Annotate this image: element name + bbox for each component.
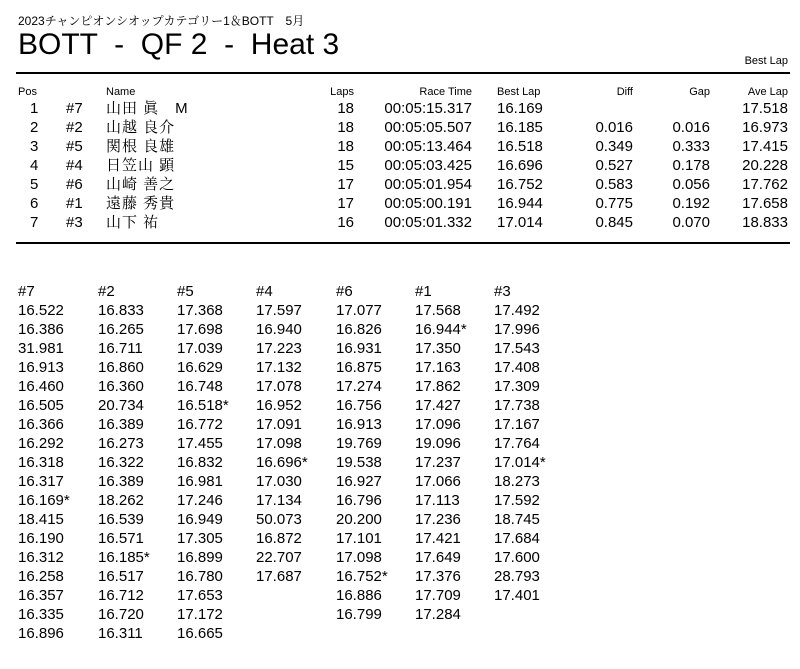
lap-time: 19.538: [336, 454, 382, 471]
lap-time: 18.273: [494, 473, 540, 490]
result-ave-lap: 18.833: [742, 214, 788, 231]
result-row: [0, 156, 800, 175]
result-gap: 0.192: [672, 195, 710, 212]
lap-column-kart: #1: [415, 283, 432, 300]
result-name: 遠藤 秀貴: [106, 195, 176, 212]
lap-time: 16.833: [98, 302, 144, 319]
lap-time: 17.098: [336, 549, 382, 566]
result-laps: 17: [337, 176, 354, 193]
lap-time: 16.317: [18, 473, 64, 490]
lap-time: 18.415: [18, 511, 64, 528]
lap-time: 17.492: [494, 302, 540, 319]
result-diff: 0.845: [595, 214, 633, 231]
lap-time: 16.190: [18, 530, 64, 547]
lap-time: 16.335: [18, 606, 64, 623]
lap-time: 17.568: [415, 302, 461, 319]
lap-time: 16.981: [177, 473, 223, 490]
lap-time: 16.860: [98, 359, 144, 376]
results-header-row: [0, 86, 800, 99]
lap-time: 16.799: [336, 606, 382, 623]
lap-time: 17.014*: [494, 454, 546, 471]
lap-time: 17.039: [177, 340, 223, 357]
result-name: 山田 眞 M: [106, 100, 189, 117]
lap-time: 17.132: [256, 359, 302, 376]
lap-time: 16.169*: [18, 492, 70, 509]
lap-time: 16.571: [98, 530, 144, 547]
lap-time: 16.940: [256, 321, 302, 338]
lap-time: 17.030: [256, 473, 302, 490]
lap-column-kart: #6: [336, 283, 353, 300]
lap-time: 16.265: [98, 321, 144, 338]
lap-time: 17.246: [177, 492, 223, 509]
results-body: [0, 99, 800, 232]
lap-time: 16.949: [177, 511, 223, 528]
result-name: 山下 祐: [106, 214, 160, 231]
lap-time: 17.592: [494, 492, 540, 509]
lap-time: 16.389: [98, 416, 144, 433]
result-gap: 0.016: [672, 119, 710, 136]
result-diff: 0.775: [595, 195, 633, 212]
result-diff: 0.016: [595, 119, 633, 136]
result-ave-lap: 20.228: [742, 157, 788, 174]
result-race-time: 00:05:01.332: [384, 214, 472, 231]
result-diff: 0.349: [595, 138, 633, 155]
result-diff: 0.583: [595, 176, 633, 193]
lap-time: 17.738: [494, 397, 540, 414]
lap-column: [256, 282, 336, 586]
lap-time: 17.709: [415, 587, 461, 604]
result-best-lap: 16.169: [497, 100, 543, 117]
lap-time: 17.077: [336, 302, 382, 319]
result-laps: 17: [337, 195, 354, 212]
col-ave-lap-header: Ave Lap: [747, 86, 788, 98]
lap-time: 16.896: [18, 625, 64, 642]
lap-time: 16.389: [98, 473, 144, 490]
result-pos: 6: [30, 195, 39, 212]
result-gap: 0.178: [672, 157, 710, 174]
result-race-time: 00:05:13.464: [384, 138, 472, 155]
lap-column: [494, 282, 574, 605]
result-name: 山崎 善之: [106, 176, 176, 193]
lap-time: 17.376: [415, 568, 461, 585]
lap-time: 16.665: [177, 625, 223, 642]
lap-time: 16.696*: [256, 454, 308, 471]
lap-time: 18.745: [494, 511, 540, 528]
lap-time: 16.258: [18, 568, 64, 585]
lap-time: 17.098: [256, 435, 302, 452]
result-best-lap: 16.752: [497, 176, 543, 193]
lap-time: 17.698: [177, 321, 223, 338]
lap-time: 16.522: [18, 302, 64, 319]
result-race-time: 00:05:15.317: [384, 100, 472, 117]
lap-column: [336, 282, 416, 624]
lap-time: 16.748: [177, 378, 223, 395]
lap-time: 17.172: [177, 606, 223, 623]
lap-time: 16.386: [18, 321, 64, 338]
lap-time: 17.543: [494, 340, 540, 357]
result-row: [0, 99, 800, 118]
col-diff-header: Diff: [616, 86, 633, 98]
col-pos-header: Pos: [18, 86, 37, 98]
result-race-time: 00:05:00.191: [384, 195, 472, 212]
result-best-lap: 16.944: [497, 195, 543, 212]
result-race-time: 00:05:05.507: [384, 119, 472, 136]
results-bottom-rule: [16, 242, 790, 244]
result-best-lap: 17.014: [497, 214, 543, 231]
lap-time: 20.734: [98, 397, 144, 414]
lap-time: 17.223: [256, 340, 302, 357]
lap-time: 17.309: [494, 378, 540, 395]
result-ave-lap: 16.973: [742, 119, 788, 136]
result-no: #3: [66, 214, 83, 231]
result-no: #6: [66, 176, 83, 193]
lap-time: 50.073: [256, 511, 302, 528]
lap-time: 18.262: [98, 492, 144, 509]
lap-time: 17.368: [177, 302, 223, 319]
lap-column: [415, 282, 495, 624]
lap-time: 16.931: [336, 340, 382, 357]
result-diff: 0.527: [595, 157, 633, 174]
lap-time: 17.401: [494, 587, 540, 604]
lap-time: 17.649: [415, 549, 461, 566]
lap-time: 16.311: [98, 625, 143, 642]
col-best-lap-header: Best Lap: [497, 86, 541, 98]
lap-column-kart: #7: [18, 283, 35, 300]
lap-time: 16.832: [177, 454, 223, 471]
lap-time: 17.167: [494, 416, 540, 433]
lap-time: 19.769: [336, 435, 382, 452]
result-name: 関根 良雄: [106, 138, 176, 155]
lap-column: [18, 282, 98, 643]
result-no: #4: [66, 157, 83, 174]
lap-time: 17.236: [415, 511, 461, 528]
result-best-lap: 16.185: [497, 119, 543, 136]
lap-time: 16.711: [98, 340, 143, 357]
lap-time: 17.101: [336, 530, 382, 547]
lap-time: 22.707: [256, 549, 302, 566]
lap-time: 16.927: [336, 473, 382, 490]
lap-time: 16.539: [98, 511, 144, 528]
result-pos: 2: [30, 119, 39, 136]
lap-time: 16.720: [98, 606, 144, 623]
lap-time: 16.273: [98, 435, 144, 452]
result-no: #2: [66, 119, 83, 136]
result-row: [0, 118, 800, 137]
lap-time: 28.793: [494, 568, 540, 585]
lap-time: 17.455: [177, 435, 223, 452]
lap-time: 17.350: [415, 340, 461, 357]
lap-time: 16.913: [336, 416, 382, 433]
result-no: #1: [66, 195, 83, 212]
lap-time: 16.796: [336, 492, 382, 509]
lap-time: 17.163: [415, 359, 461, 376]
result-laps: 18: [337, 119, 354, 136]
result-laps: 15: [337, 157, 354, 174]
lap-time: 16.780: [177, 568, 223, 585]
lap-time: 17.274: [336, 378, 382, 395]
lap-time: 16.292: [18, 435, 64, 452]
result-name: 山越 良介: [106, 119, 176, 136]
result-race-time: 00:05:01.954: [384, 176, 472, 193]
lap-time: 16.756: [336, 397, 382, 414]
result-ave-lap: 17.415: [742, 138, 788, 155]
lap-time: 17.284: [415, 606, 461, 623]
result-row: [0, 213, 800, 232]
result-ave-lap: 17.762: [742, 176, 788, 193]
lap-time: 16.517: [98, 568, 144, 585]
result-no: #7: [66, 100, 83, 117]
lap-time: 16.318: [18, 454, 64, 471]
lap-time: 17.237: [415, 454, 461, 471]
lap-time: 16.629: [177, 359, 223, 376]
lap-time: 16.772: [177, 416, 223, 433]
lap-time: 16.460: [18, 378, 64, 395]
lap-time: 17.113: [415, 492, 460, 509]
lap-time: 16.899: [177, 549, 223, 566]
lap-time: 17.653: [177, 587, 223, 604]
results-top-rule: [16, 72, 790, 74]
lap-time: 16.185*: [98, 549, 150, 566]
lap-time: 17.862: [415, 378, 461, 395]
lap-time: 16.366: [18, 416, 64, 433]
lap-time: 17.597: [256, 302, 302, 319]
lap-time: 17.091: [256, 416, 302, 433]
lap-time: 16.518*: [177, 397, 229, 414]
result-gap: 0.056: [672, 176, 710, 193]
lap-time: 17.600: [494, 549, 540, 566]
event-subtitle: 2023チャンピオンシオップカテゴリー1＆BOTT 5月: [18, 14, 305, 28]
lap-time: 16.875: [336, 359, 382, 376]
lap-column: [177, 282, 257, 643]
page-title: BOTT - QF 2 - Heat 3: [18, 28, 340, 61]
result-laps: 16: [337, 214, 354, 231]
result-pos: 5: [30, 176, 39, 193]
result-gap: 0.333: [672, 138, 710, 155]
lap-time: 31.981: [18, 340, 64, 357]
lap-time: 17.996: [494, 321, 540, 338]
lap-time: 16.886: [336, 587, 382, 604]
lap-time: 17.078: [256, 378, 302, 395]
result-laps: 18: [337, 100, 354, 117]
lap-time: 17.096: [415, 416, 461, 433]
lap-time: 17.305: [177, 530, 223, 547]
lap-time: 16.872: [256, 530, 302, 547]
results-table: [0, 86, 800, 232]
lap-time: 17.421: [415, 530, 461, 547]
result-row: [0, 175, 800, 194]
result-pos: 7: [30, 214, 39, 231]
col-name-header: Name: [106, 86, 136, 98]
lap-column: [98, 282, 178, 643]
lap-time: 17.684: [494, 530, 540, 547]
result-pos: 4: [30, 157, 39, 174]
lap-time: 16.712: [98, 587, 144, 604]
lap-time: 16.944*: [415, 321, 467, 338]
col-race-time-header: Race Time: [419, 86, 472, 98]
lap-time: 20.200: [336, 511, 382, 528]
lap-time: 17.134: [256, 492, 302, 509]
result-best-lap: 16.696: [497, 157, 543, 174]
lap-column-kart: #3: [494, 283, 511, 300]
lap-time: 16.826: [336, 321, 382, 338]
result-name: 日笠山 顕: [106, 157, 176, 174]
lap-time: 17.687: [256, 568, 302, 585]
lap-time: 16.312: [18, 549, 64, 566]
lap-time: 16.322: [98, 454, 144, 471]
best-lap-link[interactable]: Best Lap: [744, 55, 788, 67]
lap-column-kart: #2: [98, 283, 115, 300]
lap-time: 16.505: [18, 397, 64, 414]
lap-time: 16.357: [18, 587, 64, 604]
lap-time: 17.427: [415, 397, 461, 414]
result-row: [0, 194, 800, 213]
lap-time: 19.096: [415, 435, 461, 452]
lap-time: 16.913: [18, 359, 64, 376]
result-best-lap: 16.518: [497, 138, 543, 155]
lap-time: 17.408: [494, 359, 540, 376]
col-laps-header: Laps: [330, 86, 354, 98]
result-laps: 18: [337, 138, 354, 155]
result-race-time: 00:05:03.425: [384, 157, 472, 174]
result-ave-lap: 17.658: [742, 195, 788, 212]
lap-time: 16.952: [256, 397, 302, 414]
result-gap: 0.070: [672, 214, 710, 231]
lap-column-kart: #4: [256, 283, 273, 300]
lap-time: 17.764: [494, 435, 540, 452]
lap-time: 16.360: [98, 378, 144, 395]
result-no: #5: [66, 138, 83, 155]
lap-column-kart: #5: [177, 283, 194, 300]
result-pos: 3: [30, 138, 39, 155]
result-row: [0, 137, 800, 156]
col-gap-header: Gap: [689, 86, 710, 98]
result-ave-lap: 17.518: [742, 100, 788, 117]
result-pos: 1: [30, 100, 39, 117]
lap-time: 17.066: [415, 473, 461, 490]
lap-time: 16.752*: [336, 568, 388, 585]
